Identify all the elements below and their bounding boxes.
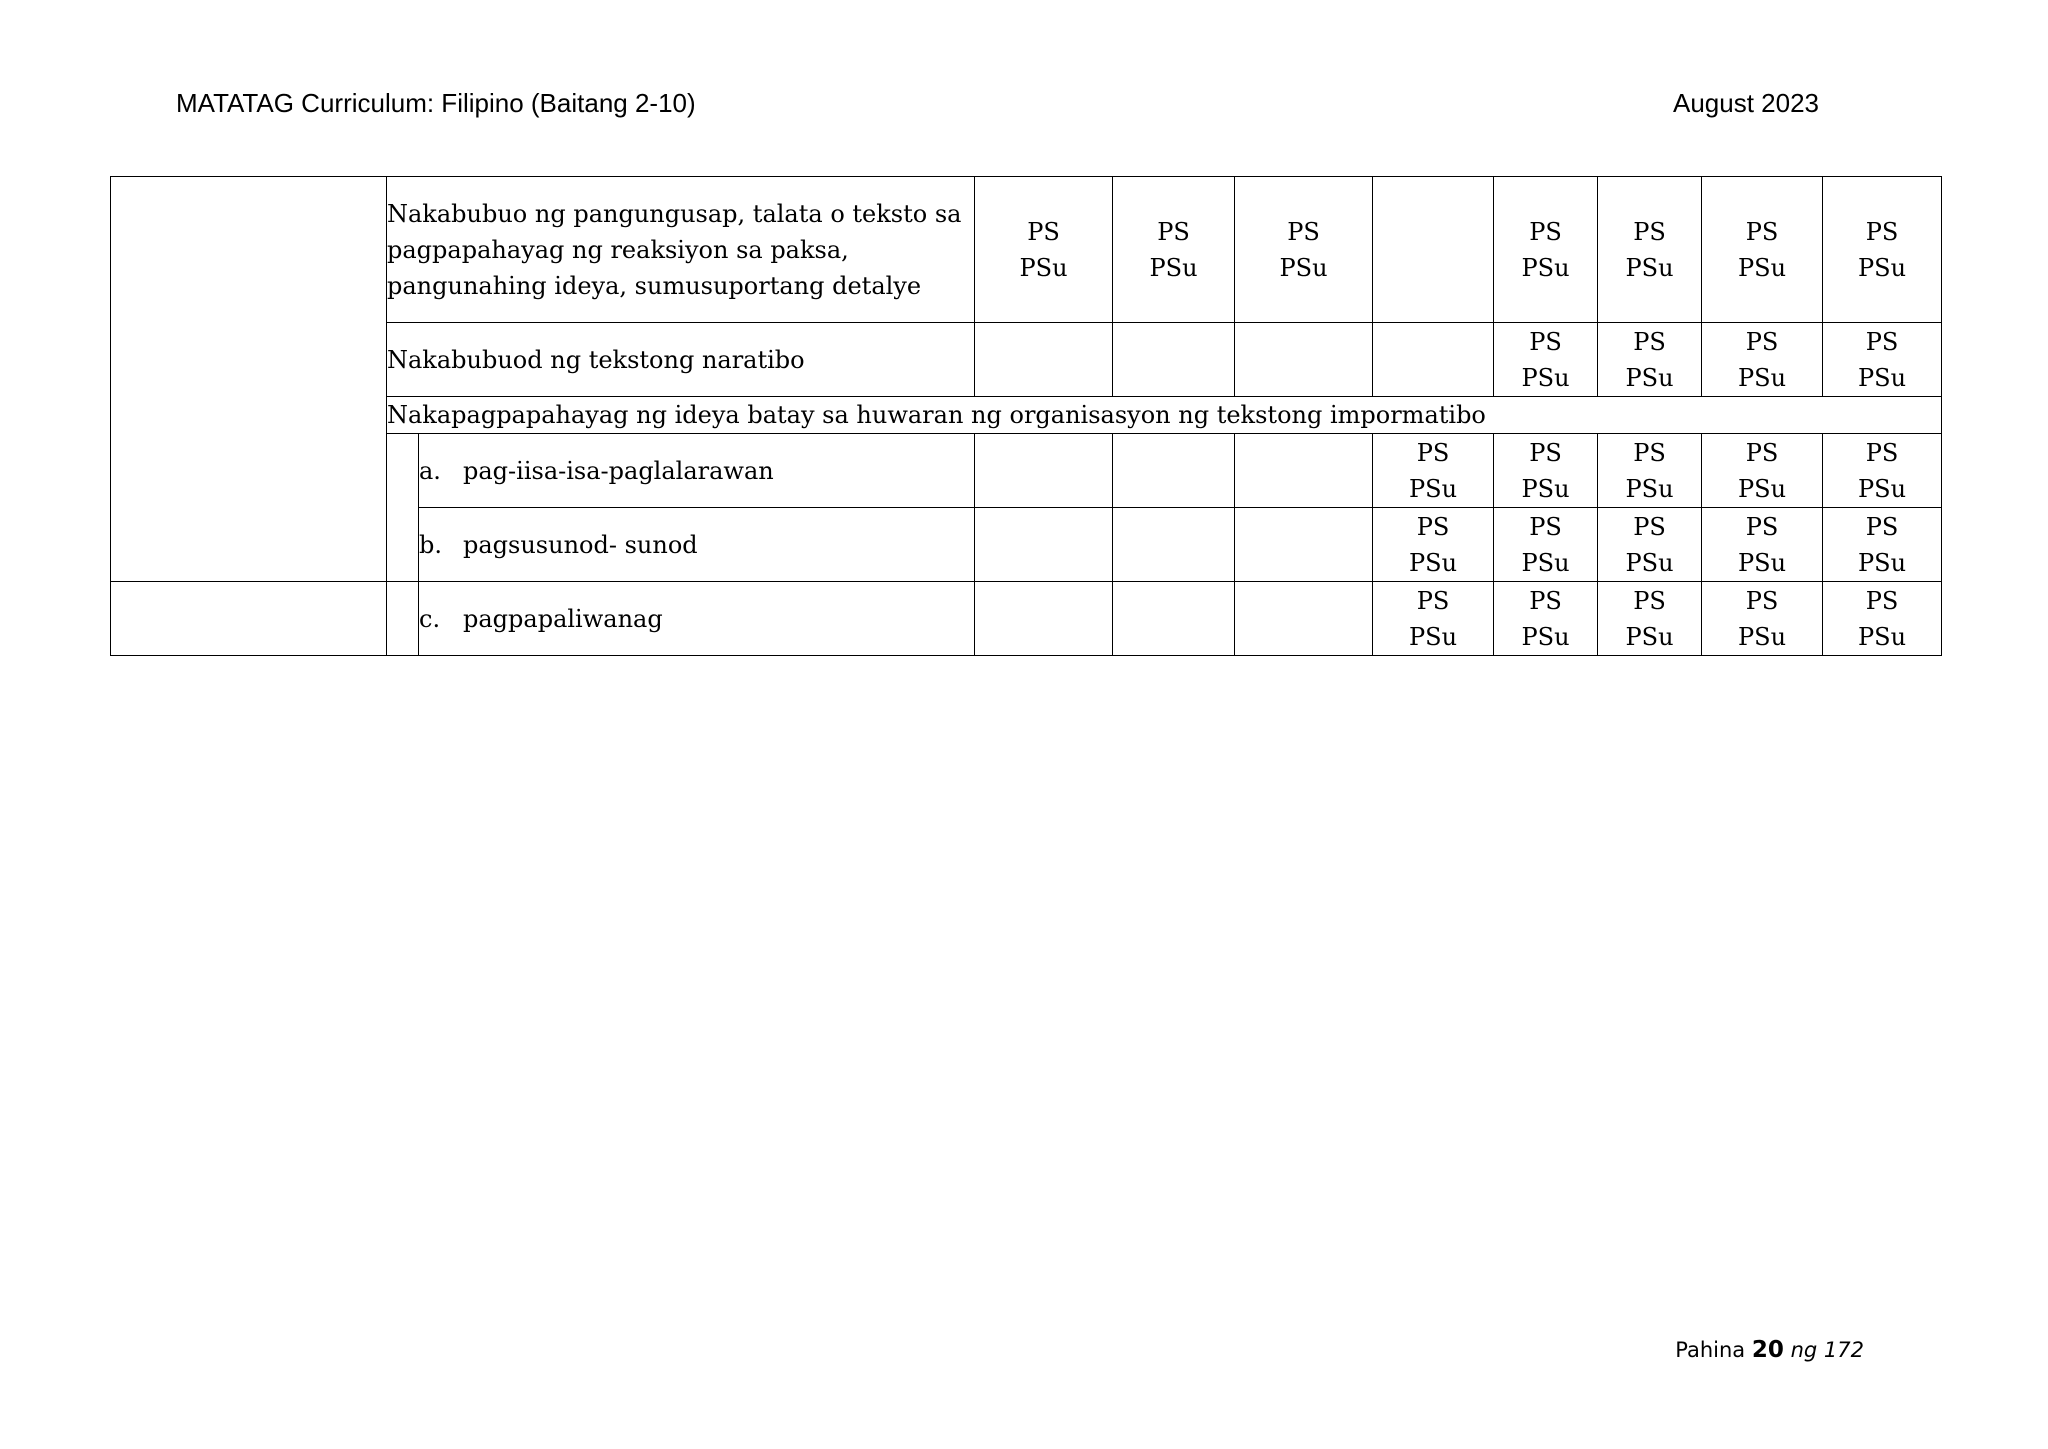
mark-cell [1373, 434, 1494, 508]
mark-ps: PS [1865, 512, 1899, 541]
mark-cell [1494, 323, 1598, 397]
mark-cell [1823, 582, 1942, 656]
mark-ps: PS [1865, 438, 1899, 467]
table-row [111, 177, 1942, 323]
mark-psu: PSu [1857, 548, 1907, 577]
mark-cell [1823, 323, 1942, 397]
mark-ps: PS [1865, 217, 1899, 246]
mark-psu: PSu [1857, 253, 1907, 282]
mark-ps: PS [1745, 217, 1779, 246]
mark-cell [1113, 582, 1235, 656]
mark-psu: PSu [1019, 253, 1068, 282]
mark-ps: PS [1633, 586, 1666, 615]
mark-ps: PS [1633, 217, 1666, 246]
mark-psu: PSu [1625, 548, 1674, 577]
mark-psu: PSu [1625, 474, 1674, 503]
mark-ps: PS [1865, 327, 1899, 356]
mark-ps: PS [1865, 586, 1899, 615]
mark-ps: PS [1745, 438, 1779, 467]
mark-cell [1702, 323, 1823, 397]
page-total: 172 [1823, 1338, 1864, 1362]
mark-cell [975, 582, 1113, 656]
list-letter: c. [419, 604, 441, 633]
mark-cell [1113, 323, 1235, 397]
mark-ps: PS [1416, 586, 1450, 615]
page-of-label: ng [1790, 1338, 1818, 1362]
mark-psu: PSu [1279, 253, 1328, 282]
mark-psu: PSu [1625, 253, 1674, 282]
indent-cell [387, 434, 419, 582]
domain-cell [111, 177, 387, 582]
page-number: 20 [1751, 1337, 1784, 1363]
mark-cell [1823, 177, 1942, 323]
mark-cell [1235, 434, 1373, 508]
mark-ps: PS [1529, 327, 1562, 356]
competency-cell [387, 323, 975, 397]
competency-text: Nakabubuo ng pangungusap, talata o teksto sa pagpapahayag ng reaksiyon sa paksa, pangunahing ideya, sumusuportang detalye [387, 199, 962, 300]
mark-psu: PSu [1737, 622, 1787, 651]
mark-psu: PSu [1408, 548, 1458, 577]
mark-ps: PS [1745, 512, 1779, 541]
list-letter: a. [419, 456, 441, 485]
competency-text: Nakabubuod ng tekstong naratibo [387, 345, 805, 374]
page-footer [1675, 1337, 1864, 1363]
indent-cell [387, 582, 419, 656]
mark-cell [1373, 508, 1494, 582]
mark-cell [1113, 177, 1235, 323]
mark-psu: PSu [1408, 622, 1458, 651]
mark-ps: PS [1157, 217, 1190, 246]
mark-psu: PSu [1521, 548, 1570, 577]
mark-ps: PS [1416, 512, 1450, 541]
mark-psu: PSu [1857, 474, 1907, 503]
sub-competency-text: pagpapaliwanag [463, 604, 663, 633]
mark-psu: PSu [1737, 363, 1787, 392]
mark-cell [1823, 434, 1942, 508]
domain-cell [111, 582, 387, 656]
mark-cell [1235, 582, 1373, 656]
mark-ps: PS [1529, 217, 1562, 246]
mark-psu: PSu [1521, 253, 1570, 282]
document-header-date: August 2023 [1672, 88, 1819, 118]
mark-ps: PS [1287, 217, 1320, 246]
mark-psu: PSu [1521, 474, 1570, 503]
sub-competency-cell [419, 508, 975, 582]
mark-ps: PS [1416, 438, 1450, 467]
mark-psu: PSu [1737, 548, 1787, 577]
mark-cell [1494, 177, 1598, 323]
mark-cell [1373, 177, 1494, 323]
mark-cell [975, 323, 1113, 397]
mark-ps: PS [1027, 217, 1060, 246]
curriculum-table [110, 176, 1942, 656]
mark-psu: PSu [1857, 363, 1907, 392]
mark-cell [1598, 582, 1702, 656]
mark-ps: PS [1745, 586, 1779, 615]
mark-cell [975, 434, 1113, 508]
mark-psu: PSu [1408, 474, 1458, 503]
mark-cell [975, 508, 1113, 582]
mark-cell [1598, 177, 1702, 323]
mark-cell [1598, 323, 1702, 397]
mark-ps: PS [1745, 327, 1779, 356]
mark-ps: PS [1633, 512, 1666, 541]
sub-competency-text: pagsusunod- sunod [463, 530, 698, 559]
mark-psu: PSu [1625, 622, 1674, 651]
list-letter: b. [419, 530, 442, 559]
page-label: Pahina [1675, 1338, 1746, 1362]
mark-cell [1702, 434, 1823, 508]
sub-competency-cell [419, 434, 975, 508]
competency-cell [387, 397, 1942, 434]
mark-psu: PSu [1625, 363, 1674, 392]
mark-cell [1702, 177, 1823, 323]
mark-ps: PS [1633, 327, 1666, 356]
mark-cell [975, 177, 1113, 323]
sub-competency-cell [419, 582, 975, 656]
table-row [111, 582, 1942, 656]
mark-psu: PSu [1737, 474, 1787, 503]
mark-psu: PSu [1857, 622, 1907, 651]
mark-cell [1598, 508, 1702, 582]
mark-psu: PSu [1521, 622, 1570, 651]
mark-ps: PS [1529, 438, 1562, 467]
mark-cell [1702, 582, 1823, 656]
mark-cell [1113, 508, 1235, 582]
mark-cell [1598, 434, 1702, 508]
mark-cell [1494, 582, 1598, 656]
competency-cell [387, 177, 975, 323]
mark-cell [1494, 434, 1598, 508]
document-header-title: MATATAG Curriculum: Filipino (Baitang 2-10) [176, 88, 696, 118]
mark-psu: PSu [1521, 363, 1570, 392]
mark-psu: PSu [1149, 253, 1198, 282]
mark-cell [1823, 508, 1942, 582]
mark-cell [1235, 508, 1373, 582]
mark-cell [1702, 508, 1823, 582]
sub-competency-text: pag-iisa-isa-paglalarawan [463, 456, 774, 485]
mark-cell [1373, 323, 1494, 397]
mark-cell [1235, 177, 1373, 323]
mark-cell [1113, 434, 1235, 508]
mark-psu: PSu [1737, 253, 1787, 282]
mark-ps: PS [1529, 586, 1562, 615]
mark-ps: PS [1529, 512, 1562, 541]
mark-cell [1494, 508, 1598, 582]
competency-text: Nakapagpapahayag ng ideya batay sa huwaran ng organisasyon ng tekstong impormatibo [387, 401, 1486, 429]
mark-cell [1373, 582, 1494, 656]
mark-ps: PS [1633, 438, 1666, 467]
mark-cell [1235, 323, 1373, 397]
